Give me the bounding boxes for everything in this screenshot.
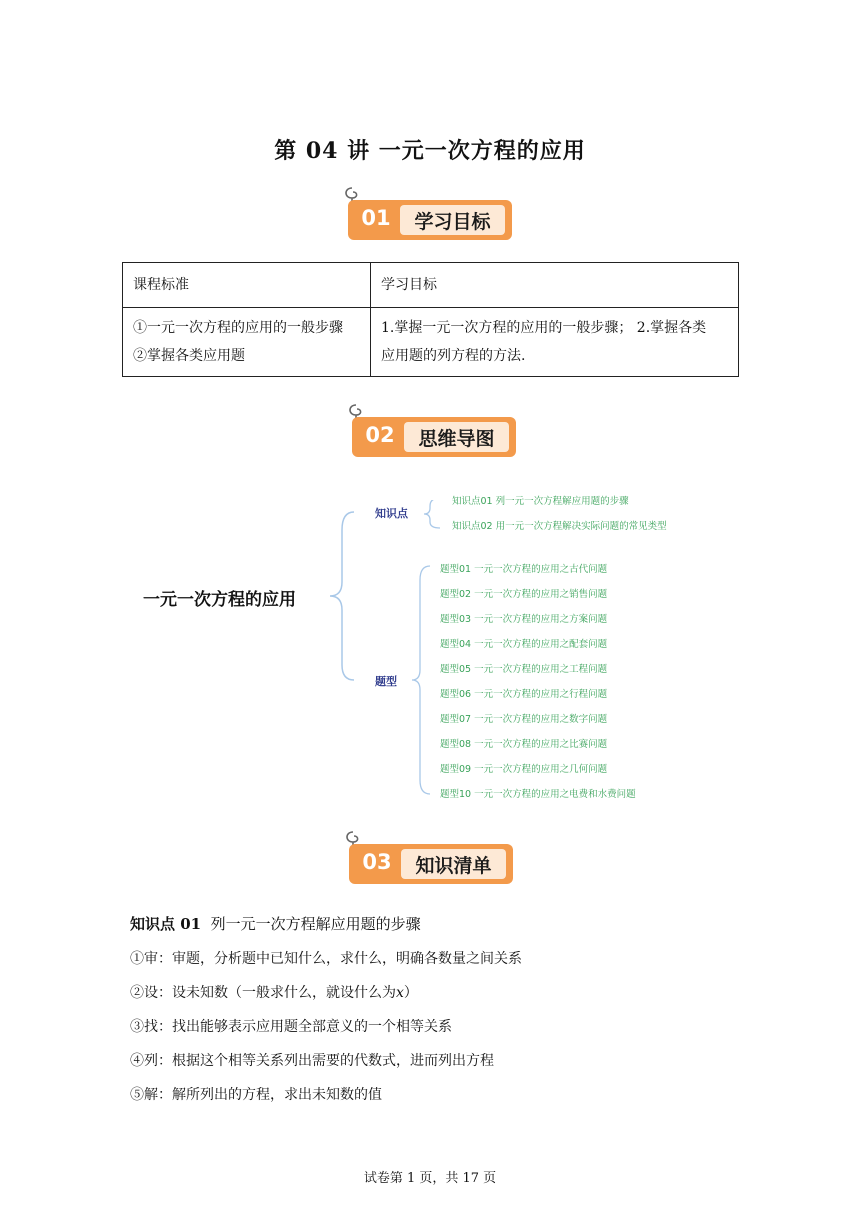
step-close-paren: ） <box>403 985 418 1001</box>
section-number: 03 <box>362 850 392 874</box>
goal-line: 应用题的列方程的方法. <box>381 348 526 364</box>
mind-map-branch-knowledge: 知识点 <box>375 507 408 520</box>
section-label: 学习目标 <box>414 211 491 233</box>
step-item: ⑤解：解所列出的方程，求出未知数的值 <box>130 1087 382 1103</box>
section-badge-learning-goals <box>348 188 518 244</box>
knowledge-point-heading <box>130 913 421 934</box>
section-number: 02 <box>365 423 395 447</box>
step-text: ②设：设未知数（一般求什么，就设什么为 <box>130 985 396 1001</box>
mind-map-leaf: 题型05 一元一次方程的应用之工程问题 <box>440 664 608 675</box>
page-footer: 试卷第 1 页，共 17 页 <box>363 1171 497 1186</box>
step-item: ①审：审题，分析题中已知什么，求什么，明确各数量之间关系 <box>130 951 522 967</box>
section-label: 思维导图 <box>418 428 495 450</box>
mind-map-leaf: 题型10 一元一次方程的应用之电费和水费问题 <box>440 789 636 800</box>
knowledge-point-title: 列一元一次方程解应用题的步骤 <box>201 915 421 933</box>
mind-map-leaf: 题型03 一元一次方程的应用之方案问题 <box>440 614 608 625</box>
mind-map-leaf: 知识点02 用一元一次方程解决实际问题的常见类型 <box>452 521 667 532</box>
cell-goal <box>371 308 739 377</box>
header-goal: 学习目标 <box>371 263 739 308</box>
header-standard: 课程标准 <box>123 263 371 308</box>
standard-line: ①一元一次方程的应用的一般步骤 <box>133 320 343 336</box>
cell-standard <box>123 308 371 377</box>
standard-line: ②掌握各类应用题 <box>133 348 245 364</box>
mind-map-leaf: 题型04 一元一次方程的应用之配套问题 <box>440 639 608 650</box>
knowledge-point-number: 知识点 01 <box>130 915 202 933</box>
step-item <box>130 982 418 1002</box>
page-title: 第 04 讲 一元一次方程的应用 <box>274 138 586 164</box>
section-number: 01 <box>361 206 391 230</box>
mind-map-leaf: 题型08 一元一次方程的应用之比赛问题 <box>440 739 608 750</box>
mind-map-leaf: 题型02 一元一次方程的应用之销售问题 <box>440 589 608 600</box>
mind-map-leaf: 知识点01 列一元一次方程解应用题的步骤 <box>452 496 629 507</box>
step-item: ④列：根据这个相等关系列出需要的代数式，进而列出方程 <box>130 1053 494 1069</box>
section-badge-mind-map <box>352 405 522 461</box>
mind-map-branch-types: 题型 <box>375 675 397 688</box>
mind-map-root: 一元一次方程的应用 <box>143 590 296 610</box>
section-label: 知识清单 <box>415 855 492 877</box>
mind-map-braces <box>320 500 440 810</box>
section-badge-knowledge-list <box>349 832 519 888</box>
mind-map-leaf: 题型09 一元一次方程的应用之几何问题 <box>440 764 608 775</box>
goals-table <box>122 262 739 377</box>
mind-map-leaf: 题型06 一元一次方程的应用之行程问题 <box>440 689 608 700</box>
mind-map-leaf: 题型07 一元一次方程的应用之数字问题 <box>440 714 608 725</box>
step-item: ③找：找出能够表示应用题全部意义的一个相等关系 <box>130 1019 452 1035</box>
step-variable: x <box>396 985 404 1001</box>
mind-map-leaf: 题型01 一元一次方程的应用之古代问题 <box>440 564 608 575</box>
goal-line: 1.掌握一元一次方程的应用的一般步骤； 2.掌握各类 <box>381 320 707 336</box>
